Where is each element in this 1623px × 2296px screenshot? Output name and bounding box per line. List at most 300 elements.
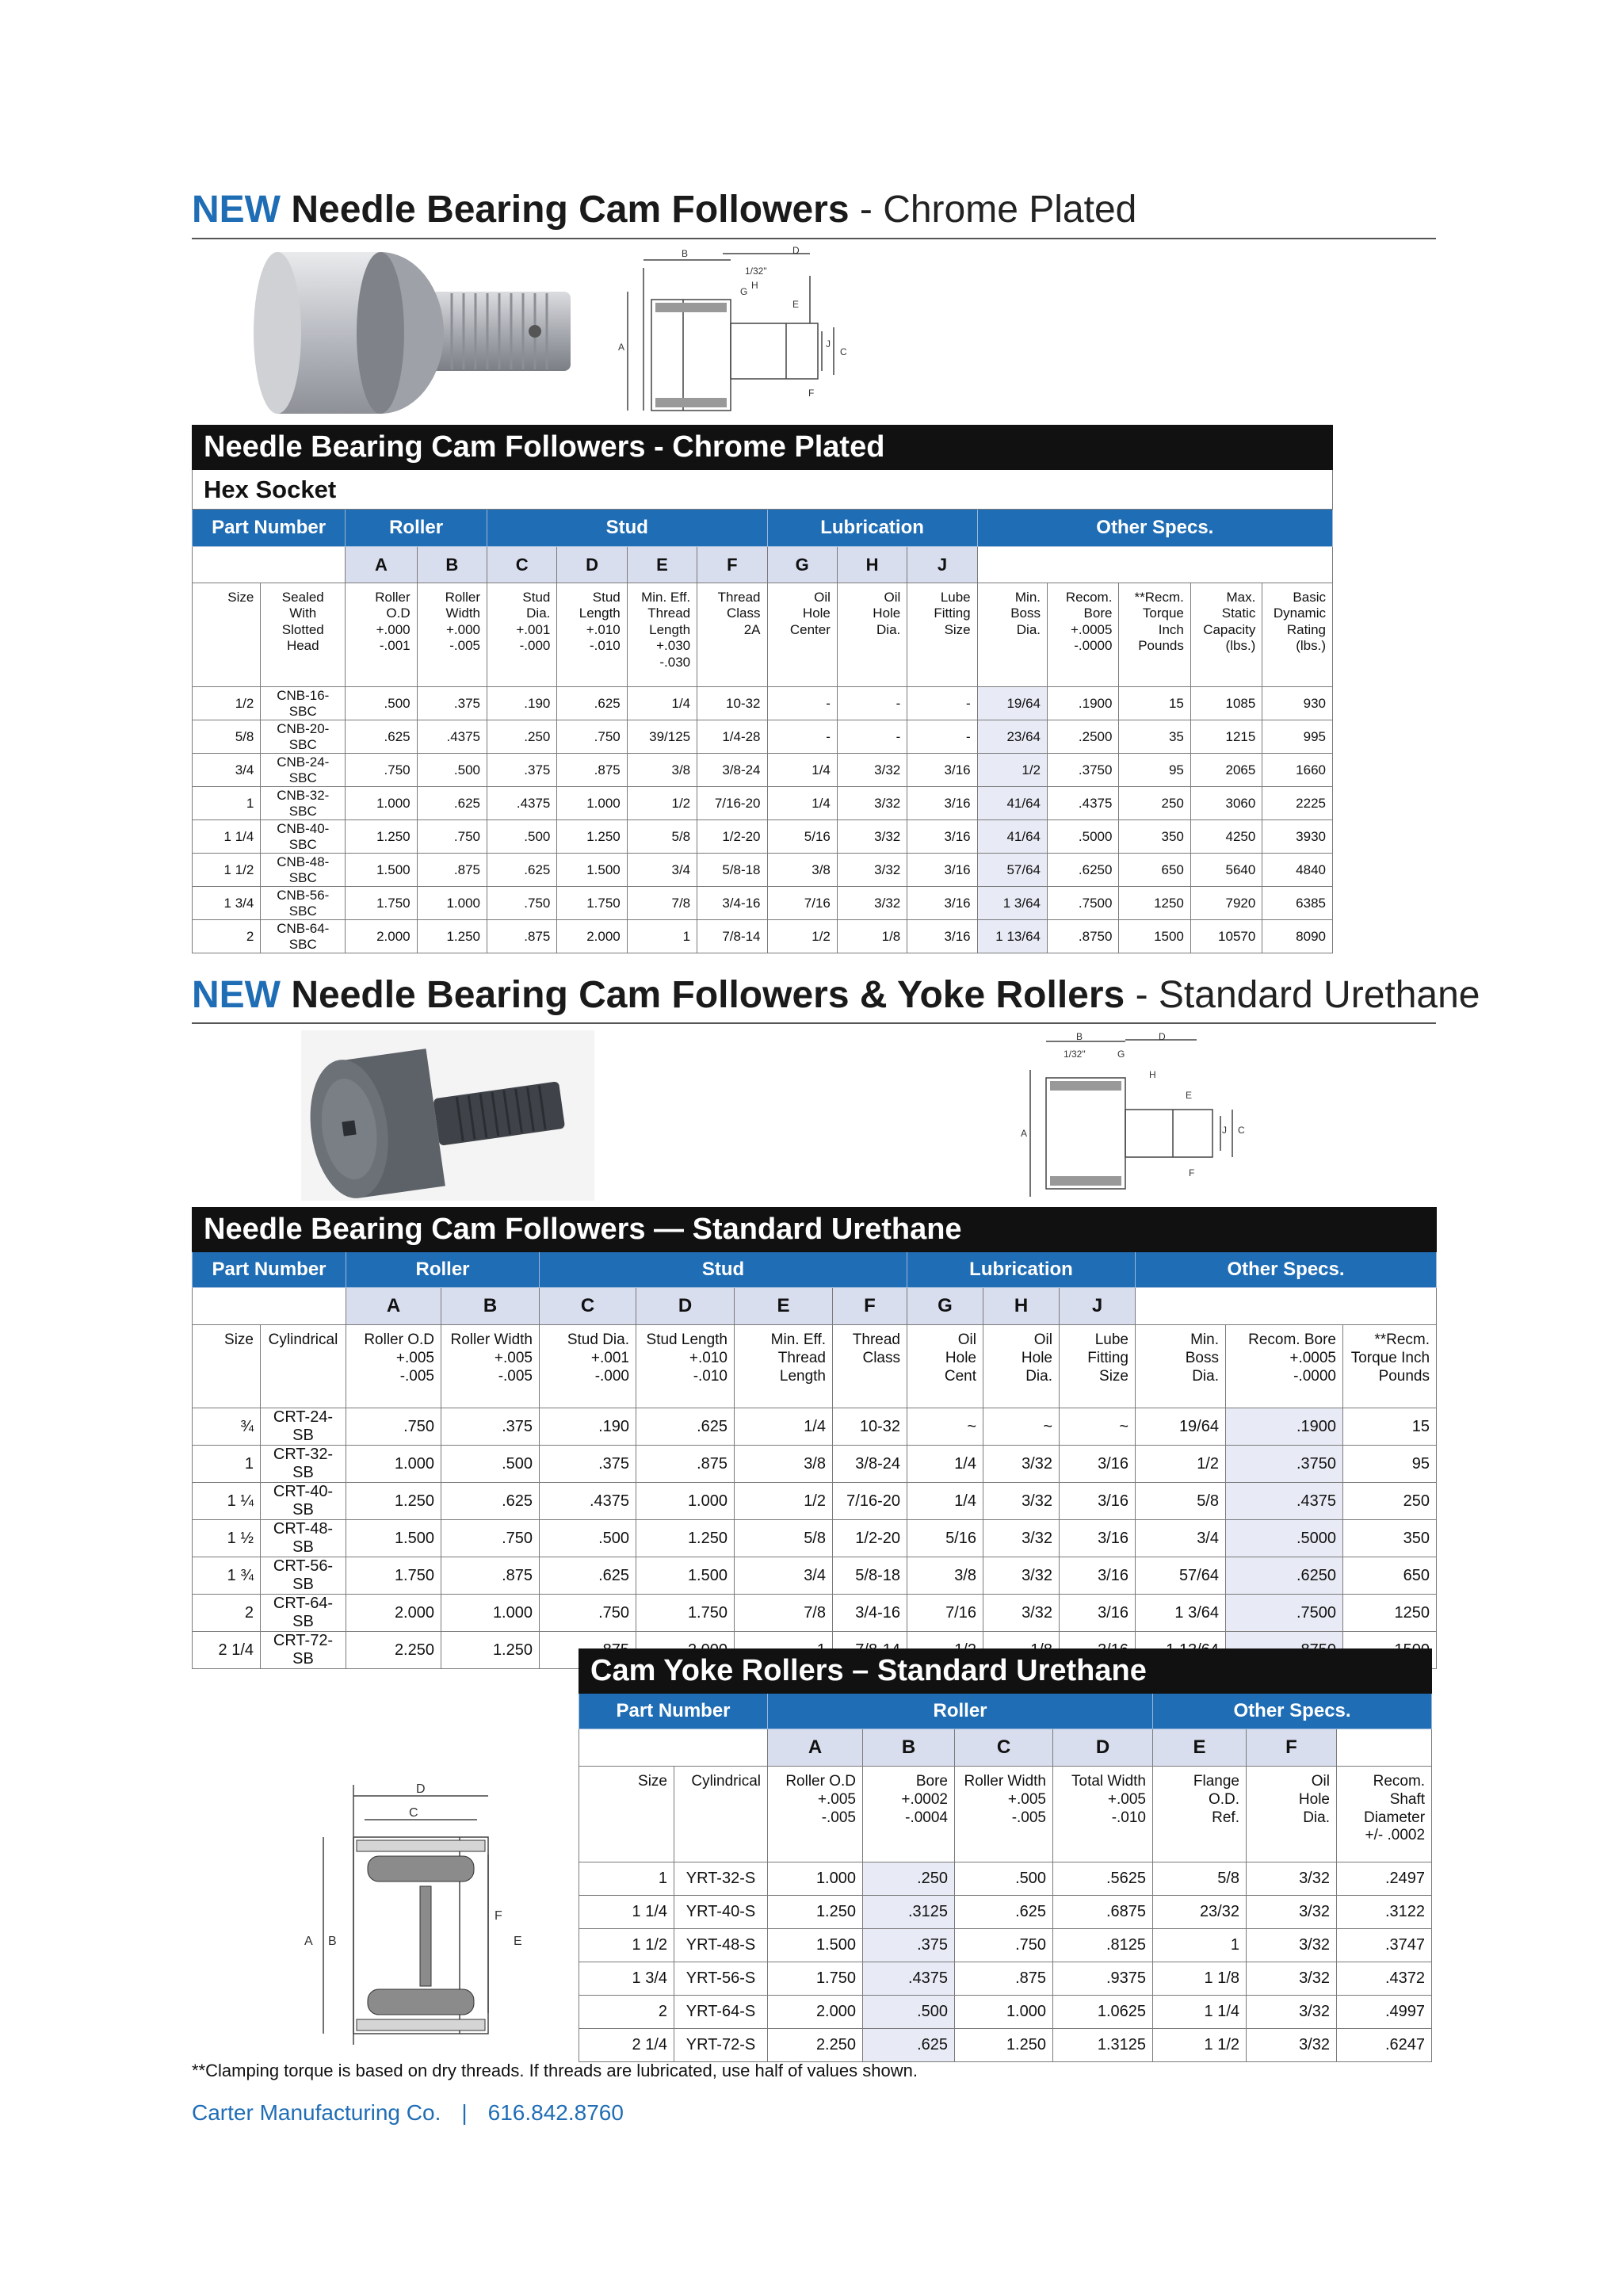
table-cell: 1.250 (417, 920, 487, 953)
table-cell: YRT-64-S (674, 1996, 768, 2029)
table-cell: 57/64 (1136, 1557, 1226, 1595)
table-cell: 3/32 (837, 887, 907, 920)
company-footer (192, 2100, 624, 2126)
dimension-letter: E (627, 547, 697, 583)
table-cell: .5000 (1048, 820, 1119, 854)
company-name: Carter Manufacturing Co. (192, 2100, 441, 2125)
table-cell: .625 (955, 1896, 1053, 1929)
table-cell: 1 3/64 (977, 887, 1047, 920)
table-cell: .3750 (1226, 1446, 1343, 1483)
table-cell: 3/8-24 (833, 1446, 907, 1483)
table-cell: 3/32 (983, 1520, 1060, 1557)
dimension-letter-row (579, 1729, 1432, 1767)
table-cell: 8090 (1262, 920, 1333, 953)
header-line: +.005 (817, 1790, 856, 1808)
diagram-label-c: C (840, 346, 847, 357)
table-cell: 10570 (1190, 920, 1262, 953)
header-line: Min. (1014, 590, 1041, 605)
header-line: Size (1099, 1367, 1128, 1385)
table-cell: CRT-64-SB (261, 1595, 346, 1632)
table-cell: 95 (1343, 1446, 1437, 1483)
table-cell: 3/16 (907, 820, 977, 854)
header-line: Torque Inch (1350, 1349, 1430, 1366)
header-line: Dia. (876, 621, 901, 637)
table-cell: 1.500 (557, 854, 627, 887)
table-cell: .190 (487, 687, 557, 720)
table-cell: .750 (346, 1408, 441, 1446)
header-line: Hole (802, 606, 831, 621)
header-line: -.005 (821, 1809, 856, 1826)
column-description (674, 1767, 768, 1862)
table-cell: 7/16-20 (697, 787, 767, 820)
table-cell: YRT-40-S (674, 1896, 768, 1929)
header-line: -.0004 (905, 1809, 948, 1826)
table-cell: .6247 (1337, 2029, 1432, 2062)
table-cell: 1 1/2 (1153, 2029, 1247, 2062)
header-line: Size (227, 590, 254, 605)
diagram-label-d: D (792, 245, 800, 256)
header-line: +/- .0002 (1365, 1827, 1426, 1844)
column-description (417, 583, 487, 687)
header-line: +.010 (689, 1349, 727, 1366)
header-line: Dia. (1016, 621, 1041, 637)
header-line: Slotted (281, 621, 324, 637)
chrome-cam-follower-photo (246, 244, 618, 426)
table-cell: 3/32 (1247, 1896, 1337, 1929)
header-line: -.005 (399, 1367, 434, 1385)
header-line: Head (286, 638, 319, 654)
table-row (193, 820, 1333, 854)
table-cell: 1.750 (346, 1557, 441, 1595)
column-description (1337, 1767, 1432, 1862)
table-title: Needle Bearing Cam Followers - Chrome Plated (193, 426, 1333, 470)
table-cell: 250 (1119, 787, 1190, 820)
table-cell: CRT-40-SB (261, 1483, 346, 1520)
header-line: O.D (386, 606, 411, 621)
clamping-torque-footnote: **Clamping torque is based on dry threads. If threads are lubricated, use half of values shown. (192, 2061, 918, 2080)
urethane-cam-follower-diagram (1006, 1030, 1276, 1201)
dimension-letter: G (767, 547, 837, 583)
table-cell: - (767, 687, 837, 720)
column-description (1048, 583, 1119, 687)
dimension-letter: H (983, 1288, 1060, 1325)
table-subtitle-row (193, 470, 1333, 510)
table-cell: 5/8 (735, 1520, 833, 1557)
column-description (1119, 583, 1190, 687)
yoke-roller-table (579, 1648, 1432, 2062)
header-line: Stud Length (646, 1331, 727, 1348)
table-row (579, 1862, 1432, 1896)
table-cell: 23/64 (977, 720, 1047, 754)
table-cell: 2 (579, 1996, 674, 2029)
table-cell: 1/4 (907, 1483, 983, 1520)
header-line: Flange (1193, 1773, 1239, 1790)
dimension-letter: H (837, 547, 907, 583)
table-cell: .625 (636, 1408, 735, 1446)
header-line: Thread (647, 606, 691, 621)
table-row (193, 1483, 1437, 1520)
column-description (833, 1325, 907, 1408)
dimension-letter: F (833, 1288, 907, 1325)
diagram-label-d: D (416, 1782, 426, 1796)
table-row (579, 1996, 1432, 2029)
header-line: Fitting (934, 606, 971, 621)
header-line: Roller O.D (364, 1331, 434, 1348)
header-line: +.005 (395, 1349, 434, 1366)
column-description (907, 583, 977, 687)
table-cell: 1.0625 (1053, 1996, 1153, 2029)
table-cell: 3/16 (1060, 1520, 1136, 1557)
table-cell: 10-32 (697, 687, 767, 720)
company-phone: 616.842.8760 (487, 2100, 624, 2125)
table-cell: 1250 (1343, 1595, 1437, 1632)
header-line: Static (1221, 606, 1256, 621)
table-cell: .500 (441, 1446, 540, 1483)
header-line: Pounds (1138, 638, 1184, 654)
table-cell: CRT-56-SB (261, 1557, 346, 1595)
table-cell: 3/32 (983, 1446, 1060, 1483)
header-line: +.000 (376, 621, 411, 637)
table-cell: CRT-72-SB (261, 1632, 346, 1669)
table-cell: CRT-32-SB (261, 1446, 346, 1483)
header-line: Pounds (1378, 1367, 1430, 1385)
table-cell: 3/4 (193, 754, 261, 787)
table-cell: 1.250 (441, 1632, 540, 1669)
column-description (487, 583, 557, 687)
table-subtitle: Hex Socket (193, 470, 1333, 510)
table-cell: .250 (863, 1862, 955, 1896)
table-cell: CNB-56-SBC (261, 887, 346, 920)
table-cell: 2.000 (346, 920, 417, 953)
table-row (193, 1595, 1437, 1632)
header-line: Roller O.D (785, 1773, 856, 1790)
table-cell: .625 (863, 2029, 955, 2062)
table-cell: 4840 (1262, 854, 1333, 887)
table-cell: 1 ½ (193, 1520, 261, 1557)
table-cell: 2.000 (768, 1996, 863, 2029)
header-line: +.0005 (1289, 1349, 1336, 1366)
header-line: Center (789, 621, 831, 637)
header-line: Min. (1190, 1331, 1219, 1348)
table-cell: 5640 (1190, 854, 1262, 887)
table-cell: 1.250 (955, 2029, 1053, 2062)
table-cell: .4375 (1226, 1483, 1343, 1520)
table-cell: CNB-48-SBC (261, 854, 346, 887)
table-cell: ~ (907, 1408, 983, 1446)
header-line: Lube (940, 590, 971, 605)
table-cell: 995 (1262, 720, 1333, 754)
column-group-row (193, 1252, 1437, 1288)
header-line: Bore (1083, 606, 1113, 621)
table-cell: .8750 (1048, 920, 1119, 953)
column-group-header: Stud (540, 1252, 907, 1288)
header-line: Roller (445, 590, 481, 605)
header-line: Cylindrical (268, 1331, 338, 1348)
section-title-suffix: - Standard Urethane (1125, 974, 1480, 1016)
table-cell: 15 (1119, 687, 1190, 720)
column-group-header: Stud (487, 510, 768, 547)
table-cell: 1/4 (767, 754, 837, 787)
table-cell: 3/16 (907, 854, 977, 887)
column-description (1190, 583, 1262, 687)
table-cell: 1.750 (557, 887, 627, 920)
table-title-row (193, 426, 1333, 470)
section-1-title (192, 187, 1136, 233)
header-line: Dia. (1303, 1809, 1330, 1826)
header-line: -.000 (594, 1367, 629, 1385)
table-cell: 1 13/64 (977, 920, 1047, 953)
header-line: +.001 (516, 621, 551, 637)
header-line: Recom. (1065, 590, 1113, 605)
table-cell: - (907, 720, 977, 754)
title-rule (192, 238, 1436, 239)
table-cell: 5/8-18 (833, 1557, 907, 1595)
diagram-label-b: B (682, 248, 689, 259)
table-cell: 1.500 (636, 1557, 735, 1595)
column-description (735, 1325, 833, 1408)
header-line: Hole (1298, 1790, 1330, 1808)
table-cell: 1/2 (627, 787, 697, 820)
column-description (768, 1767, 863, 1862)
table-cell: 1.250 (636, 1520, 735, 1557)
header-line: Roller Width (964, 1773, 1046, 1790)
diagram-label-h: H (1149, 1069, 1156, 1080)
table-cell: 1.000 (441, 1595, 540, 1632)
table-cell: 1 (627, 920, 697, 953)
table-cell: ~ (983, 1408, 1060, 1446)
table-cell: 3/32 (837, 820, 907, 854)
header-line: Size (944, 621, 971, 637)
dimension-letter: D (1053, 1729, 1153, 1767)
table-cell: 1/2-20 (833, 1520, 907, 1557)
table-cell: 1/4 (735, 1408, 833, 1446)
table-cell: 3/4 (735, 1557, 833, 1595)
table-cell: 1/4 (767, 787, 837, 820)
table-cell: 1.3125 (1053, 2029, 1153, 2062)
table-cell: 6385 (1262, 887, 1333, 920)
table-cell: 2225 (1262, 787, 1333, 820)
table-cell: .375 (863, 1929, 955, 1962)
table-cell: 2.000 (557, 920, 627, 953)
table-row (193, 1557, 1437, 1595)
table-cell: .2497 (1337, 1862, 1432, 1896)
table-cell: .190 (540, 1408, 636, 1446)
diagram-label-e: E (514, 1935, 522, 1948)
column-group-header: Part Number (193, 1252, 346, 1288)
section-2-title (192, 972, 1480, 1018)
header-line: +.0005 (1070, 621, 1113, 637)
table-cell: CNB-64-SBC (261, 920, 346, 953)
column-description (441, 1325, 540, 1408)
diagram-label-e: E (1186, 1090, 1193, 1101)
header-line: -.010 (590, 638, 621, 654)
table-cell: CRT-48-SB (261, 1520, 346, 1557)
column-description (540, 1325, 636, 1408)
diagram-label-b: B (1076, 1031, 1083, 1042)
table-cell: 3930 (1262, 820, 1333, 854)
table-cell: 1/2 (193, 687, 261, 720)
header-line: Boss (1185, 1349, 1219, 1366)
table-cell: 1.000 (955, 1996, 1053, 2029)
chrome-cam-follower-diagram (612, 244, 897, 426)
table-cell: 3/16 (1060, 1595, 1136, 1632)
header-line: Dia. (526, 606, 551, 621)
column-description (346, 1325, 441, 1408)
table-cell: 1 1/4 (1153, 1996, 1247, 2029)
table-cell: 7920 (1190, 887, 1262, 920)
table-cell: .750 (441, 1520, 540, 1557)
table-cell: 2.000 (346, 1595, 441, 1632)
header-line: +.001 (590, 1349, 629, 1366)
header-line: Fitting (1087, 1349, 1128, 1366)
table-cell: 3/32 (1247, 1862, 1337, 1896)
header-line: Rating (1286, 621, 1326, 637)
header-line: -.0000 (1293, 1367, 1336, 1385)
table-cell: 1.000 (557, 787, 627, 820)
table-cell: 3/32 (837, 754, 907, 787)
diagram-label-g: G (740, 286, 748, 297)
dimension-letter: A (346, 1288, 441, 1325)
header-line: Thread (777, 1349, 826, 1366)
column-description (636, 1325, 735, 1408)
table-row (193, 1408, 1437, 1446)
table-cell: 3/16 (1060, 1483, 1136, 1520)
table-cell: .625 (540, 1557, 636, 1595)
header-line: **Recm. (1134, 590, 1184, 605)
yoke-roller-diagram (301, 1775, 539, 2061)
table-cell: 3/32 (983, 1595, 1060, 1632)
header-line: Stud (592, 590, 621, 605)
table-cell: .7500 (1048, 887, 1119, 920)
table-cell: 1/2 (735, 1483, 833, 1520)
table-row (193, 1520, 1437, 1557)
table-cell: .3122 (1337, 1896, 1432, 1929)
table-title: Cam Yoke Rollers – Standard Urethane (579, 1649, 1432, 1694)
table-cell: .625 (557, 687, 627, 720)
table-cell: YRT-48-S (674, 1929, 768, 1962)
table-cell: 1/8 (837, 920, 907, 953)
dimension-letter: B (417, 547, 487, 583)
table-cell: 930 (1262, 687, 1333, 720)
table-title: Needle Bearing Cam Followers — Standard Urethane (193, 1208, 1437, 1252)
table-cell: - (837, 687, 907, 720)
header-line: Sealed (281, 590, 324, 605)
table-cell: 1.250 (768, 1896, 863, 1929)
dimension-letter: A (768, 1729, 863, 1767)
table-cell: 3/8 (627, 754, 697, 787)
table-cell: 95 (1119, 754, 1190, 787)
table-cell: 2 (193, 920, 261, 953)
table-cell: 2 (193, 1595, 261, 1632)
table-cell: 1 3/4 (579, 1962, 674, 1996)
table-cell: 3/8 (767, 854, 837, 887)
table-cell: .375 (417, 687, 487, 720)
table-cell: 3/32 (837, 787, 907, 820)
table-cell: 2 1/4 (579, 2029, 674, 2062)
header-line: Shaft (1389, 1790, 1426, 1808)
table-row (193, 720, 1333, 754)
diagram-label-c: C (1238, 1125, 1245, 1136)
table-cell: 7/16 (767, 887, 837, 920)
table-cell: 1 ¼ (193, 1483, 261, 1520)
column-description-row (193, 583, 1333, 687)
table-cell: 1250 (1119, 887, 1190, 920)
header-line: Class (727, 606, 761, 621)
table-cell: 35 (1119, 720, 1190, 754)
table-cell: .3750 (1048, 754, 1119, 787)
table-cell: 1.000 (768, 1862, 863, 1896)
column-description (863, 1767, 955, 1862)
letter-blank (193, 547, 346, 583)
header-line: Capacity (1203, 621, 1256, 637)
header-line: -.000 (519, 638, 551, 654)
table-cell: 1660 (1262, 754, 1333, 787)
column-description-row (193, 1325, 1437, 1408)
diagram-label-g: G (1117, 1049, 1125, 1060)
header-line: With (289, 606, 317, 621)
table-cell: .375 (441, 1408, 540, 1446)
header-line: Hole (945, 1349, 976, 1366)
header-line: Roller (375, 590, 411, 605)
header-line: -.005 (1011, 1809, 1046, 1826)
table-cell: .750 (417, 820, 487, 854)
table-cell: 1/2 (1136, 1446, 1226, 1483)
table-cell: .9375 (1053, 1962, 1153, 1996)
header-line: Hole (873, 606, 901, 621)
header-line: -.010 (693, 1367, 727, 1385)
table-row (193, 887, 1333, 920)
table-cell: CRT-24-SB (261, 1408, 346, 1446)
table-cell: 1.750 (636, 1595, 735, 1632)
table-cell: 3/16 (907, 787, 977, 820)
table-cell: 3/32 (1247, 2029, 1337, 2062)
table-cell: 1.000 (346, 787, 417, 820)
table-cell: .500 (346, 687, 417, 720)
table-cell: 1 1/2 (193, 854, 261, 887)
table-cell: 3/32 (983, 1483, 1060, 1520)
header-line: Thread (852, 1331, 900, 1348)
table-cell: 350 (1343, 1520, 1437, 1557)
header-line: Min. Eff. (770, 1331, 826, 1348)
table-cell: 1 3/4 (193, 887, 261, 920)
table-cell: 3/32 (983, 1557, 1060, 1595)
letter-blank (193, 1288, 346, 1325)
table-cell: .875 (441, 1557, 540, 1595)
column-description (261, 1325, 346, 1408)
header-line: Dynamic (1273, 606, 1326, 621)
header-line: Oil (1311, 1773, 1330, 1790)
header-line: Cylindrical (691, 1773, 761, 1790)
table-cell: 3/16 (907, 920, 977, 953)
letter-blank (1136, 1288, 1437, 1325)
dimension-letter: D (557, 547, 627, 583)
table-cell: 3060 (1190, 787, 1262, 820)
diagram-label-j: J (826, 338, 831, 350)
table-cell: 3/32 (1247, 1929, 1337, 1962)
table-row (193, 687, 1333, 720)
table-cell: 3/8 (907, 1557, 983, 1595)
header-line: 2A (743, 621, 761, 637)
dimension-letter: F (697, 547, 767, 583)
column-description (261, 583, 346, 687)
column-description (193, 1325, 261, 1408)
column-description (837, 583, 907, 687)
table-cell: .4372 (1337, 1962, 1432, 1996)
table-cell: 5/8 (1136, 1483, 1226, 1520)
header-line: Thread (717, 590, 761, 605)
header-line: O.D. (1208, 1790, 1239, 1808)
column-group-header: Part Number (579, 1694, 768, 1729)
